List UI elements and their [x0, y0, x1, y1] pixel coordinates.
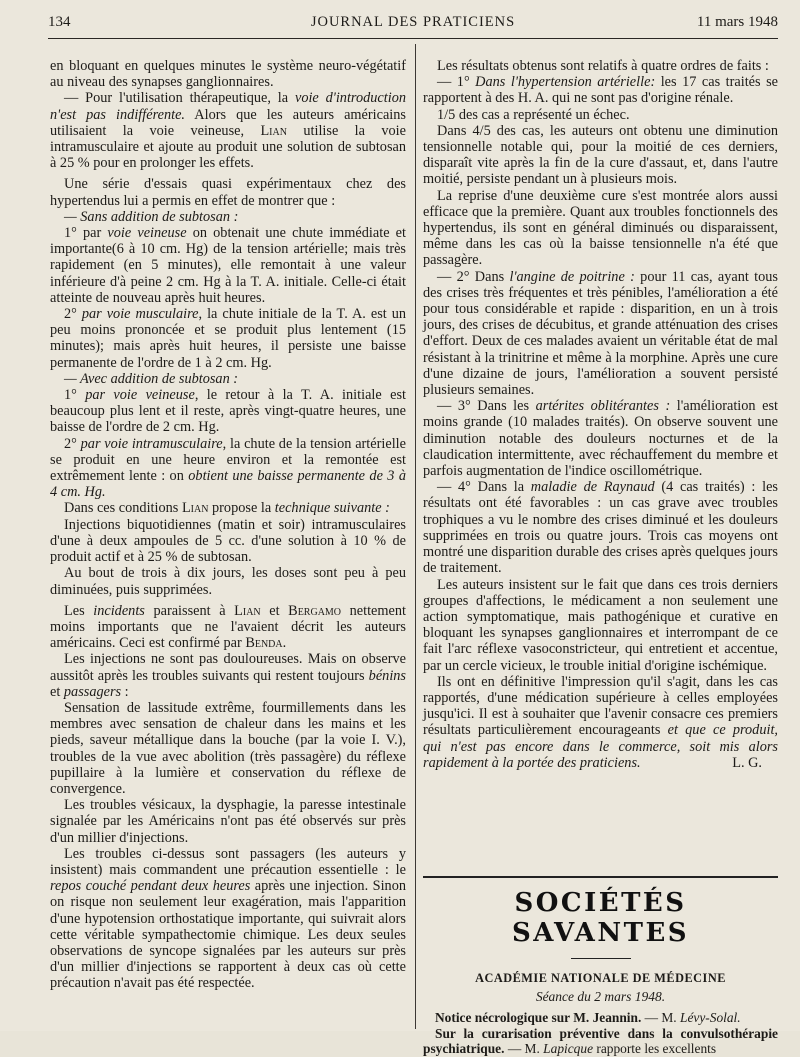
subheading: — Avec addition de subtosan :: [64, 370, 239, 387]
paragraph: — 4° Dans la maladie de Raynaud (4 cas traités) : les résultats ont été favorables : un cas grave avec troubles trophiques a vu le nombre des crises diminué et les douleurs supprimées en trois ou quatre jours. Trois cas moyens ont montré une disparition durable des crises après quelques jours de traitement.: [423, 479, 778, 577]
seance-date: Séance du 2 mars 1948.: [535, 989, 666, 1004]
paragraph: Ils ont en définitive l'impression qu'il s'agit, dans les cas rapportés, d'une médication supérieure à celles employées jusqu'ici. Il est à souhaiter que l'avenir consacre ces premiers résultats particulièrement encourageants et que ce produit, qui n'est pas encore dans le commerce, soit mis alors rapidement à la portée des praticiens. L. G.: [423, 673, 778, 771]
paragraph: Au bout de trois à dix jours, les doses sont peu à peu diminuées, puis supprimées.: [50, 565, 406, 598]
paragraph: Les injections ne sont pas douloureuses. Mais on observe aussitôt après les troubles suivants qui restent toujours bénins et passagers :: [50, 651, 406, 700]
short-rule: [571, 958, 631, 959]
paragraph: Les auteurs insistent sur le fait que dans ces trois derniers groupes d'affections, le médicament a non seulement une action symptomatique, mais pathogénique et curative en bloquant les synapses ganglionnaires et interrompant de ce fait l'arc réflexe vasoconstricteur, qui entretient et accentue, par un cercle vicieux, le trouble initial d'origine ischémique.: [423, 576, 778, 674]
paragraph: — 3° Dans les artérites oblitérantes : l'amélioration est moins grande (10 malades traités). On observe souvent une diminution notable des douleurs nocturnes et de la claudication intermittente, avec réchauffement du membre et parfois augmentation de l'indice oscillométrique.: [423, 398, 778, 480]
journal-title: JOURNAL DES PRATICIENS: [310, 14, 516, 30]
paragraph: Les troubles ci-dessus sont passagers (les auteurs y insistent) mais commandent une précaution essentielle : le repos couché pendant deux heures après une injection. Sinon on risque non seulement leur exagération, mais l'apparition d'une hypotension orthostatique importante, qui suivrait alors cette véritable sympathectomie chimique. Les deux seules observations de syncope signalées par les auteurs sur près d'un millier d'injections se rapportent à deux cas où cette précaution n'avait pas été respectée.: [50, 845, 407, 992]
paragraph: 2° par voie musculaire, la chute initiale de la T. A. est un peu moins prononcée et se produit plus lentement (15 minutes); mais après huit heures, il persiste une baisse permanente de l'ordre de 1 à 2 cm. Hg.: [50, 306, 407, 371]
subheading: — Sans addition de subtosan :: [64, 208, 239, 225]
header-rule: [48, 38, 778, 39]
column-divider: [415, 44, 416, 1029]
section-banner: SOCIÉTÉS SAVANTES: [511, 888, 690, 948]
right-column: [423, 58, 778, 771]
paragraph: Injections biquotidiennes (matin et soir) intramusculaires d'une à deux ampoules de 5 cc. d'une solution à 10 % de produit actif et à 25 % de subtosan.: [50, 516, 406, 566]
paragraph: Les incidents paraissent à Lian et Bergamo nettement moins importants que ne l'avaient décrit les auteurs américains. Ceci est confirmé par Benda.: [50, 602, 406, 652]
paragraph: Les troubles vésicaux, la dysphagie, la paresse intestinale signalée par les Américains n'ont pas été observés sur près d'un millier d'injections.: [50, 797, 406, 846]
paragraph: Les résultats obtenus sont relatifs à quatre ordres de faits :: [437, 58, 769, 74]
left-column: [50, 58, 406, 992]
paragraph: Dans 4/5 des cas, les auteurs ont obtenu une diminution tensionnelle notable qui, pour la moitié de ces derniers, disparaît vite après la fin de la cure d'assaut, et, dans l'autre moitié, persiste pendant un à plusieurs mois.: [423, 122, 778, 188]
paragraph: Une série d'essais quasi expérimentaux chez des hypertendus lui a permis en effet de montrer que :: [50, 176, 406, 209]
paragraph: 1° par voie veineuse on obtenait une chute immédiate et importante(6 à 10 cm. Hg) de la tension artérielle; mais très rapidement (en 5 minutes), elle remontait à une valeur inférieure d'à peine 2 cm. Hg à la T. A. initiale. Celle-ci était atteinte de nouveau après huit heures.: [50, 225, 407, 306]
paragraph: — 2° Dans l'angine de poitrine : pour 11 cas, ayant tous des crises très fréquentes et très pénibles, l'amélioration a été pour tous considérable et rapide : disparition, en un à trois jours, des crises de décubitus, et grande atténuation des crises d'effort. Deux de ces malades avaient un véritable état de mal résistant à la trinitrine et même à la morphine. Après une cure d'une dizaine de jours, l'amélioration a souvent persisté plusieurs semaines.: [423, 268, 778, 399]
paragraph: en bloquant en quelques minutes le système neuro-végétatif au niveau des synapses ganglionnaires.: [50, 58, 406, 91]
paragraph: La reprise d'une deuxième cure s'est montrée alors aussi efficace que la première. Quant aux troubles fonctionnels des hypertendus, ils sont en général diminués ou disparaissent, même dans les cas où la baisse tensionnelle n'a été que passagère.: [423, 187, 778, 269]
paragraph: Dans ces conditions Lian propose la technique suivante :: [64, 500, 390, 517]
page-header: [48, 12, 778, 36]
paragraph: — 1° Dans l'hypertension artérielle: les 17 cas traités se rapportent à des H. A. qui ne sont pas d'origine rénale.: [423, 74, 778, 107]
issue-date: 11 mars 1948: [696, 14, 778, 30]
academie-heading: ACADÉMIE NATIONALE DE MÉDECINE: [475, 971, 726, 985]
paragraph: 2° par voie intramusculaire, la chute de la tension artérielle se produit en une heure environ et la remontée est extrêmement lente : on obtient une baisse permanente de 3 à 4 cm. Hg.: [50, 435, 406, 501]
page-number: 134: [48, 14, 71, 30]
paragraph: Sensation de lassitude extrême, fourmillements dans les membres avec sensation de chaleur dans les mains et les pieds, saveur métallique dans la bouche (par la voie I. V.), troubles de la vue avec abolition (très passagère) du réflexe pupillaire à la lumière et conservation du réflexe de convergence.: [50, 699, 406, 797]
paragraph: 1/5 des cas a représenté un échec.: [437, 106, 630, 123]
societes-savantes-section: [423, 876, 778, 1057]
notice-item: Notice nécrologique sur M. Jeannin. — M. Lévy-Solal.: [435, 1010, 741, 1025]
notice-item: Sur la curarisation préventive dans la convulsothérapie psychiatrique. — M. Lapicque rapporte les excellents: [423, 1025, 778, 1056]
section-rule: [423, 876, 778, 878]
paragraph: — Pour l'utilisation thérapeutique, la voie d'introduction n'est pas indifférente. Alors que les auteurs américains utilisaient la voie veineuse, Lian utilise la voie intramusculaire et ajoute au produit une solution de subtosan à 25 % pour en prolonger les effets.: [50, 90, 406, 172]
paragraph: 1° par voie veineuse, le retour à la T. A. initiale est beaucoup plus lent et il reste, après vingt-quatre heures, une baisse de l'ordre de 2 cm. Hg.: [50, 387, 406, 436]
author-signature: L. G.: [732, 754, 762, 771]
